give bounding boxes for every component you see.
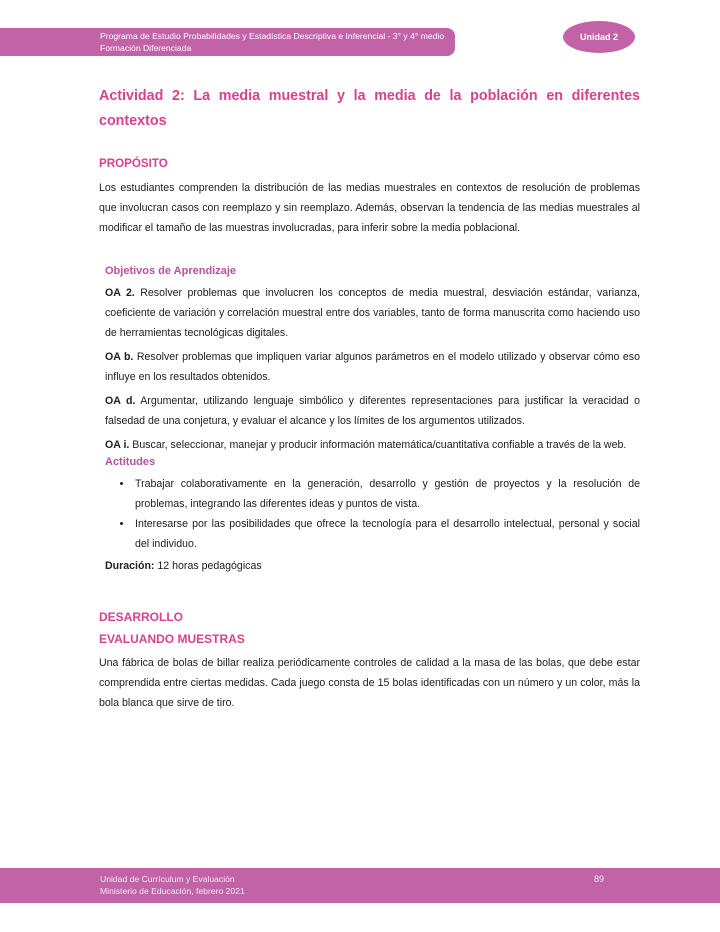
footer-org-line2: Ministerio de Educación, febrero 2021 <box>100 886 245 896</box>
oa-item <box>105 283 640 343</box>
proposito-heading: PROPÓSITO <box>99 157 168 170</box>
actitudes-bullet <box>133 474 640 514</box>
activity-title <box>99 84 640 134</box>
activity-title-line1: Actividad 2: La media muestral y la media de la población en diferentes <box>99 88 640 104</box>
desarrollo-body: Una fábrica de bolas de billar realiza periódicamente controles de calidad a la masa de las bolas, que debe estar comprendida entre ciertas medidas. Cada juego consta de 15 bolas identificadas con un número y un color, más la bola blanca que sirve de tiro. <box>99 657 640 709</box>
header-program-bar <box>0 28 455 56</box>
header-program-line1: Programa de Estudio Probabilidades y Estadística Descriptiva e Inferencial - 3° y 4° medio <box>100 31 445 41</box>
section-desarrollo <box>99 607 640 713</box>
page-content <box>99 84 640 713</box>
unit-badge: Unidad 2 <box>563 21 635 53</box>
oa-label: OA d. <box>105 395 136 407</box>
page-number: 89 <box>594 874 605 884</box>
duration-line <box>105 556 640 576</box>
desarrollo-heading: DESARROLLO <box>99 610 183 624</box>
oa-text: Argumentar, utilizando lenguaje simbólico y diferentes representaciones para justificar la veracidad o falsedad de una conjetura, y evaluar el alcance y los límites de los argumentos utilizados. <box>105 395 640 427</box>
oa-text: Buscar, seleccionar, manejar y producir información matemática/cuantitativa confiable a través de la web. <box>132 439 627 451</box>
actitudes-heading: Actitudes <box>105 456 156 468</box>
oa-text: Resolver problemas que involucren los conceptos de media muestral, desviación estándar, varianza, coeficiente de variación y correlación muestral entre dos variables, tanto de forma manuscrita como haciendo uso de herramientas tecnológicas digitales. <box>105 287 640 339</box>
oa-label: OA 2. <box>105 287 135 299</box>
actitudes-list <box>105 474 640 554</box>
footer-bar <box>0 868 720 903</box>
section-proposito <box>99 156 640 238</box>
oa-item <box>105 391 640 431</box>
section-objetivos <box>105 264 640 576</box>
header-program-line2: Formación Diferenciada <box>100 42 192 53</box>
actitudes-bullet <box>133 514 640 554</box>
evaluando-muestras-heading: EVALUANDO MUESTRAS <box>99 631 245 646</box>
footer-org-line1: Unidad de Currículum y Evaluación <box>100 874 235 884</box>
oa-item <box>105 347 640 387</box>
actitudes-bullet-text: Trabajar colaborativamente en la generación, desarrollo y gestión de proyectos y la resolución de problemas, integrando las diferentes ideas y puntos de vista. <box>135 478 640 510</box>
proposito-body: Los estudiantes comprenden la distribución de las medias muestrales en contextos de resolución de problemas que involucran casos con reemplazo y sin reemplazo. Además, observan la tendencia de las medias muestrales al modificar el tamaño de las muestras involucradas, para inferir sobre la media poblacional. <box>99 182 640 234</box>
oa-item <box>105 435 640 455</box>
duration-value: 12 horas pedagógicas <box>157 560 262 572</box>
oa-text: Resolver problemas que impliquen variar algunos parámetros en el modelo utilizado y observar cómo eso influye en los resultados obtenidos. <box>105 351 640 383</box>
activity-title-line2: contextos <box>99 113 167 129</box>
oa-label: OA b. <box>105 351 134 363</box>
duration-label: Duración: <box>105 560 155 572</box>
oa-label: OA i. <box>105 439 130 451</box>
actitudes-bullet-text: Interesarse por las posibilidades que ofrece la tecnología para el desarrollo intelectual, personal y social del individuo. <box>135 518 640 550</box>
objetivos-heading: Objetivos de Aprendizaje <box>105 265 237 277</box>
